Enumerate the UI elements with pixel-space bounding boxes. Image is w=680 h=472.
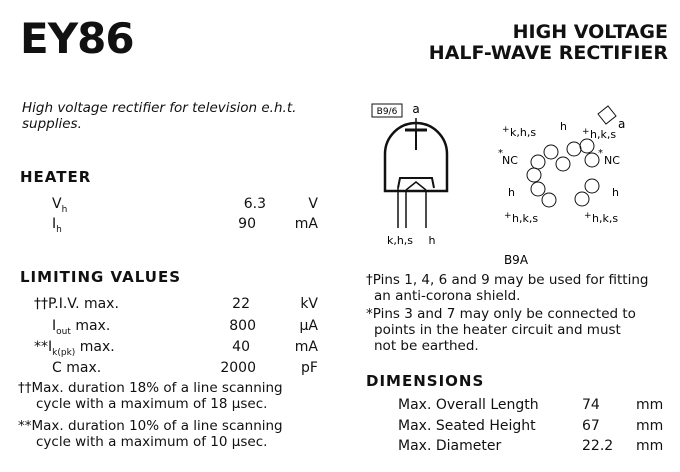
ikpk-value: 40 [232,339,250,355]
dim-overall-length-value: 74 [582,397,600,413]
pin-nc-left-star: * [498,148,503,159]
iout-unit: μA [299,318,318,334]
iout-label: $I_{out}$ max. [52,318,111,337]
tube-type-title: EY86 [20,14,134,63]
pin-note-1-line-2: an anti-corona shield. [374,288,521,304]
pin-top-label: h [560,120,567,133]
dim-diameter-unit: mm [636,438,664,454]
pin-nc-right-label: NC [604,154,620,167]
ikpk-label: $**I_{k(pk)}$ max. [34,339,115,358]
ikpk-unit: mA [294,339,318,355]
pin-bottom-left-label: h,k,s [512,212,539,225]
pin-top-left-label: k,h,s [510,126,537,139]
pin-top-left-plus: + [502,125,510,135]
piv-value: 22 [232,296,250,312]
pin-note-2-line-2: points in the heater circuit and must [374,322,621,338]
footnote-star-line-1: **Max. duration 10% of a line scanning [18,418,283,434]
footnote-star-line-2: cycle with a maximum of 10 μsec. [36,434,268,450]
description-line-1: High voltage rectifier for television e.h.t. [22,100,297,116]
pin-bottom-right-label: h,k,s [592,212,619,225]
heater-vh-value: 6.3 [243,196,266,212]
anode-symbol-label: a [412,102,420,116]
pin-note-anti-corona [366,272,648,304]
subtitle-line-2: HALF-WAVE RECTIFIER [428,42,668,64]
dim-seated-height-unit: mm [636,418,664,434]
heater-ih-unit: mA [294,216,318,232]
description-line-2: supplies. [22,116,82,132]
heater-ih-value: 90 [238,216,256,232]
pin-bottom-right-plus: + [584,211,592,221]
dim-seated-height-label: Max. Seated Height [398,418,536,434]
dim-diameter-value: 22.2 [582,438,614,454]
tube-pinout-diagram [360,96,660,266]
heater-ih-symbol: $I_h$ [52,216,62,235]
heater-heading: HEATER [20,168,92,186]
dimensions-heading: DIMENSIONS [366,372,485,390]
base-code-label: B9/6 [376,107,398,117]
pin-note-heater-circuit [366,306,636,354]
piv-label: ††P.I.V. max. [34,296,119,312]
dim-overall-length-label: Max. Overall Length [398,397,539,413]
cmax-label: C max. [52,360,102,376]
pin-note-2-line-1: *Pins 3 and 7 may only be connected to [366,306,636,322]
heater-vh-symbol: $V_h$ [52,196,68,215]
footnote-dagger-line-1: ††Max. duration 18% of a line scanning [18,380,283,396]
dim-diameter-label: Max. Diameter [398,438,502,454]
pin-nc-left-label: NC [502,154,518,167]
pin-right-h-label: h [612,186,619,199]
pin-top-right-plus: + [582,127,590,137]
footnote-star [18,418,283,450]
base-anode-label: a [618,117,626,131]
heater-pin-label: h [428,234,436,247]
pin-note-1-line-1: †Pins 1, 4, 6 and 9 may be used for fitting [366,272,649,288]
footnote-dagger-line-2: cycle with a maximum of 18 μsec. [36,396,268,412]
base-type-label: B9A [503,253,529,266]
base-pin-circle [527,139,599,207]
pin-bottom-left-plus: + [504,211,512,221]
footnote-dagger [18,380,283,412]
subtitle-line-1: HIGH VOLTAGE [512,21,668,43]
heater-vh-unit: V [308,196,318,212]
pin-left-h-label: h [508,186,515,199]
piv-unit: kV [300,296,318,312]
cmax-value: 2000 [220,360,256,376]
pin-top-right-label: h,k,s [590,128,617,141]
anode-cap-icon [598,106,616,124]
limiting-heading: LIMITING VALUES [20,268,182,286]
dim-seated-height-value: 67 [582,418,600,434]
iout-value: 800 [229,318,256,334]
dim-overall-length-unit: mm [636,397,664,413]
pin-note-2-line-3: not be earthed. [374,338,479,354]
pin-nc-right-star: * [598,148,603,159]
cmax-unit: pF [301,360,318,376]
cathode-pin-label: k,h,s [386,234,414,247]
tube-subtitle [429,22,668,64]
description [22,100,296,132]
